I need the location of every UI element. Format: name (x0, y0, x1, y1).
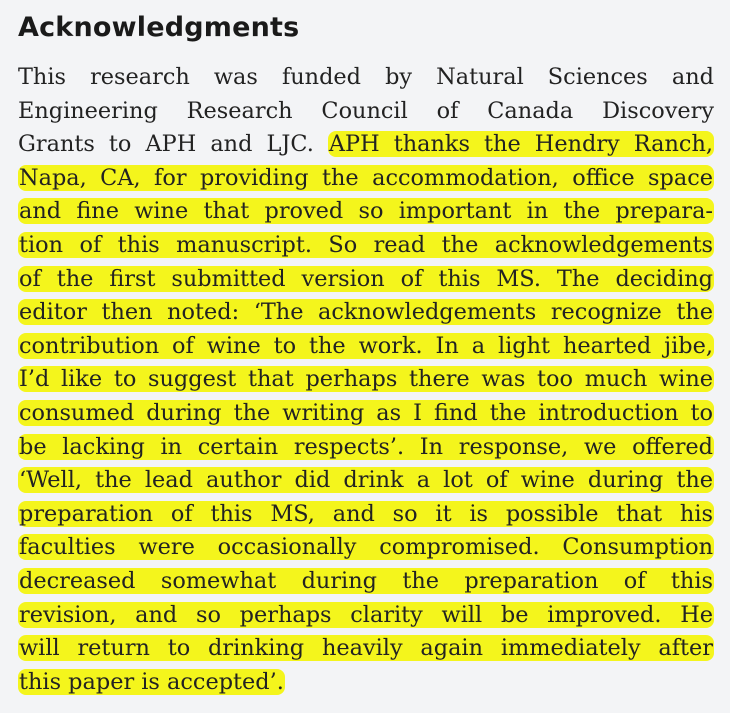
highlighted-text: tion of this manuscript. So read the acknowledgements (19, 231, 713, 258)
text-line (18, 397, 714, 431)
highlighted-text: APH thanks the Hendry Ranch, (328, 131, 713, 158)
text-line (18, 263, 714, 297)
text-line (18, 195, 714, 229)
highlighted-text: consumed during the writing as I find the introduction to (19, 399, 713, 426)
highlighted-text: be lacking in certain respects’. In response, we offered (19, 433, 713, 460)
text-line (18, 498, 714, 532)
plain-text: This research was funded by Natural Sciences and (18, 64, 714, 90)
text-line (18, 599, 714, 633)
highlighted-text: contribution of wine to the work. In a light hearted jibe, (19, 332, 713, 359)
highlighted-text: this paper is accepted’. (19, 668, 284, 695)
text-line (18, 296, 714, 330)
highlighted-text: will return to drinking heavily again immediately after (19, 635, 713, 662)
highlighted-text: faculties were occasionally compromised. Consumption (19, 534, 713, 561)
highlighted-text: editor then noted: ‘The acknowledgements recognize the (19, 299, 713, 326)
highlighted-text: of the first submitted version of this MS. The deciding (19, 265, 713, 292)
text-line (18, 431, 714, 465)
highlighted-text: revision, and so perhaps clarity will be improved. He (19, 601, 713, 628)
acknowledgments-paragraph (18, 61, 714, 699)
text-line (18, 464, 714, 498)
text-line (18, 632, 714, 666)
highlighted-text: and fine wine that proved so important in the prepara- (19, 198, 713, 225)
text-line (18, 61, 714, 95)
text-line (18, 531, 714, 565)
text-line (18, 666, 714, 700)
text-line (18, 162, 714, 196)
plain-text: Engineering Research Council of Canada Discovery (18, 97, 714, 124)
text-line (18, 565, 714, 599)
text-line (18, 95, 714, 129)
text-line (18, 128, 714, 162)
highlighted-text: ‘Well, the lead author did drink a lot of wine during the (19, 467, 713, 494)
highlighted-text: I’d like to suggest that perhaps there was too much wine (19, 366, 713, 393)
text-line (18, 363, 714, 397)
highlighted-text: preparation of this MS, and so it is possible that his (19, 500, 713, 527)
highlighted-text: Napa, CA, for providing the accommodation, office space (19, 164, 713, 191)
text-line (18, 330, 714, 364)
plain-text: Grants to APH and LJC. (18, 131, 328, 158)
highlighted-text: decreased somewhat during the preparation of this (19, 567, 713, 594)
text-line (18, 229, 714, 263)
section-heading: Acknowledgments (18, 12, 300, 43)
